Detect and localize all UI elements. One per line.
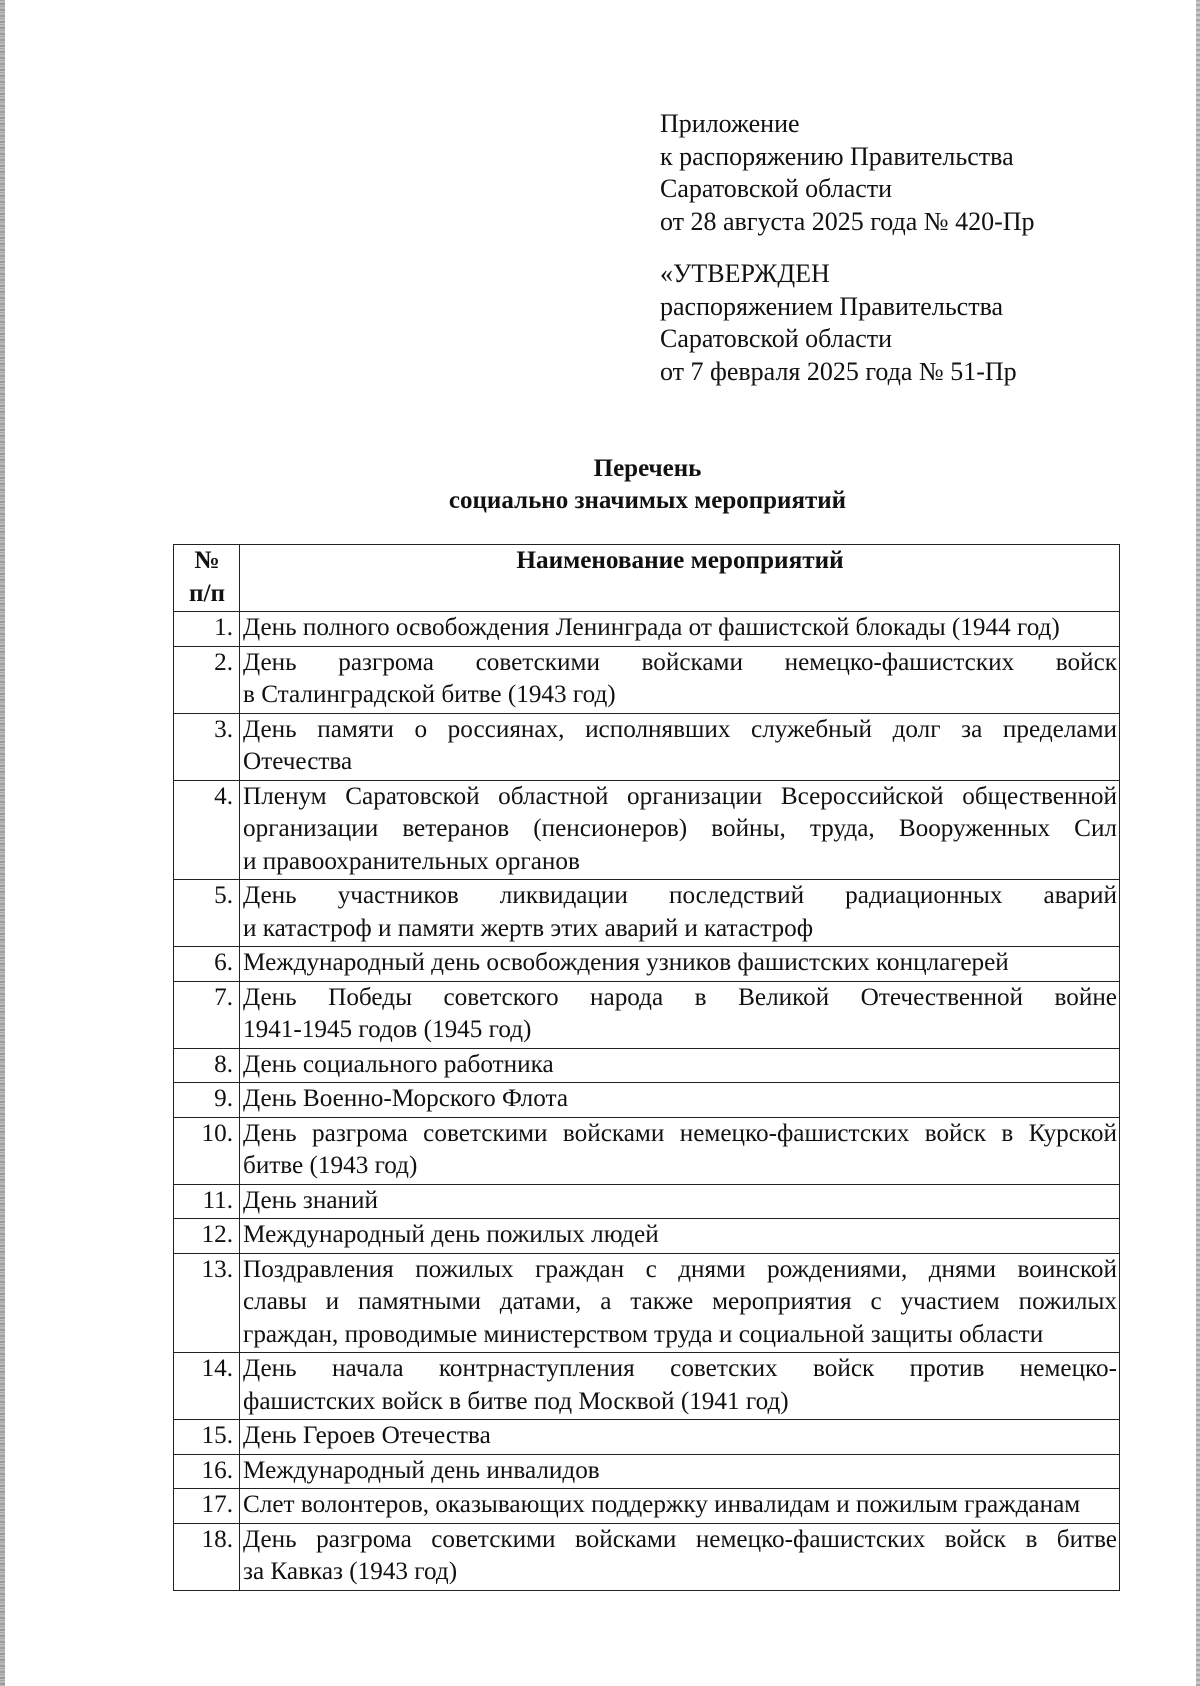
row-number: 7. — [174, 981, 240, 1048]
row-number: 15. — [174, 1420, 240, 1455]
event-name-line: Отечества — [243, 748, 353, 775]
table-row — [174, 1353, 1120, 1420]
row-number: 16. — [174, 1454, 240, 1489]
event-name-line: и катастроф и памяти жертв этих аварий и катастроф — [243, 914, 814, 942]
event-name-line: День полного освобождения Ленинграда от фашистской блокады (1944 год) — [243, 614, 1060, 641]
row-number: 12. — [174, 1219, 240, 1254]
event-name-line: День разгрома советскими войсками немецко-фашистских войск в битве — [243, 1525, 1117, 1553]
approved-line: «УТВЕРЖДЕН — [660, 259, 830, 288]
row-number: 8. — [174, 1048, 240, 1083]
approved-line: распоряжением Правительства — [660, 291, 1004, 321]
event-name-line: Международный день пожилых людей — [243, 1221, 659, 1248]
event-name-line: Международный день инвалидов — [243, 1456, 600, 1484]
event-name-line: за Кавказ (1943 год) — [243, 1558, 458, 1585]
event-name — [240, 1420, 1120, 1455]
row-number: 2. — [174, 646, 240, 713]
event-name-line: День социального работника — [243, 1050, 554, 1078]
appendix-block — [660, 108, 1035, 238]
event-name — [240, 1083, 1120, 1118]
event-name-line: День разгрома советскими войсками немецко-фашистских войск в Курской — [243, 1119, 1117, 1147]
event-name — [240, 780, 1120, 880]
row-number: 14. — [174, 1353, 240, 1420]
event-name-line: граждан, проводимые министерством труда и социальной защиты области — [243, 1320, 1044, 1348]
event-name — [240, 1184, 1120, 1219]
event-name — [240, 612, 1120, 647]
appendix-line: Приложение — [660, 109, 800, 138]
event-name-line: 1941-1945 годов (1945 год) — [243, 1016, 532, 1043]
event-name-line: Слет волонтеров, оказывающих поддержку инвалидам и пожилым гражданам — [243, 1491, 1081, 1518]
table-row — [174, 1083, 1120, 1118]
event-name-line: День памяти о россиянах, исполнявших служебный долг за пределами — [243, 715, 1117, 743]
row-number: 6. — [174, 947, 240, 982]
approved-block — [660, 258, 1017, 388]
table-row — [174, 1489, 1120, 1524]
table-row — [174, 1420, 1120, 1455]
row-number: 17. — [174, 1489, 240, 1524]
table-row — [174, 612, 1120, 647]
table-row — [174, 1219, 1120, 1254]
event-name-line: славы и памятными датами, а также мероприятия с участием пожилых — [243, 1288, 1117, 1315]
row-number: 10. — [174, 1117, 240, 1184]
number-header-line: п/п — [188, 579, 226, 607]
approved-line: от 7 февраля 2025 года № 51-Пр — [660, 356, 1017, 386]
event-name — [240, 981, 1120, 1048]
event-name-line: в Сталинградской битве (1943 год) — [243, 681, 616, 708]
row-number: 13. — [174, 1253, 240, 1353]
row-number: 9. — [174, 1083, 240, 1118]
number-column-header — [174, 545, 240, 612]
document-title: Перечень — [593, 455, 702, 482]
table-row — [174, 880, 1120, 947]
table-row — [174, 1117, 1120, 1184]
event-name-line: День Военно-Морского Флота — [243, 1085, 569, 1112]
row-number: 1. — [174, 612, 240, 647]
event-name — [240, 1523, 1120, 1590]
event-name-line: День разгрома советскими войсками немецко-фашистских войск — [243, 648, 1117, 676]
event-name-line: День Победы советского народа в Великой Отечественной войне — [243, 983, 1117, 1011]
table-header-row — [174, 545, 1120, 612]
approved-line: Саратовской области — [660, 324, 893, 353]
table-body — [174, 612, 1120, 1591]
event-name-line: День начала контрнаступления советских войск против немецко- — [243, 1355, 1117, 1382]
row-number: 18. — [174, 1523, 240, 1590]
event-name — [240, 947, 1120, 982]
event-name — [240, 646, 1120, 713]
event-name — [240, 1454, 1120, 1489]
event-name-line: Международный день освобождения узников фашистских концлагерей — [243, 949, 1009, 976]
event-name-line: День знаний — [243, 1186, 378, 1214]
event-name-line: фашистских войск в битве под Москвой (1941 год) — [243, 1387, 789, 1415]
event-name — [240, 1117, 1120, 1184]
table-row — [174, 780, 1120, 880]
event-name-line: Поздравления пожилых граждан с днями рождениями, днями воинской — [243, 1255, 1117, 1283]
scan-edge-left — [0, 0, 5, 1686]
table-row — [174, 1048, 1120, 1083]
event-name — [240, 1253, 1120, 1353]
appendix-line: Саратовской области — [660, 174, 893, 203]
name-column-header: Наименование мероприятий — [240, 545, 1120, 612]
event-name-line: Пленум Саратовской областной организации Всероссийской общественной — [243, 782, 1117, 810]
event-name — [240, 713, 1120, 780]
event-name — [240, 1048, 1120, 1083]
table-row — [174, 646, 1120, 713]
document-subtitle: социально значимых мероприятий — [448, 487, 847, 514]
event-name-line: и правоохранительных органов — [243, 847, 580, 875]
appendix-line: от 28 августа 2025 года № 420-Пр — [660, 206, 1035, 236]
event-name — [240, 1489, 1120, 1524]
appendix-line: к распоряжению Правительства — [660, 141, 1014, 171]
event-name-line: организации ветеранов (пенсионеров) войны, труда, Вооруженных Сил — [243, 815, 1117, 842]
row-number: 4. — [174, 780, 240, 880]
row-number: 11. — [174, 1184, 240, 1219]
table-row — [174, 713, 1120, 780]
event-name — [240, 1219, 1120, 1254]
event-name — [240, 1353, 1120, 1420]
table-row — [174, 1253, 1120, 1353]
row-number: 3. — [174, 713, 240, 780]
table-row — [174, 981, 1120, 1048]
table-row — [174, 1523, 1120, 1590]
event-name — [240, 880, 1120, 947]
event-name-line: День Героев Отечества — [243, 1422, 491, 1449]
table-row — [174, 1184, 1120, 1219]
table-row — [174, 947, 1120, 982]
event-name-line: битве (1943 год) — [243, 1152, 418, 1179]
table-row — [174, 1454, 1120, 1489]
event-name-line: День участников ликвидации последствий радиационных аварий — [243, 882, 1117, 909]
number-header-line: № — [194, 547, 220, 574]
row-number: 5. — [174, 880, 240, 947]
events-table — [173, 544, 1120, 1591]
scan-edge-right — [1196, 0, 1200, 1686]
